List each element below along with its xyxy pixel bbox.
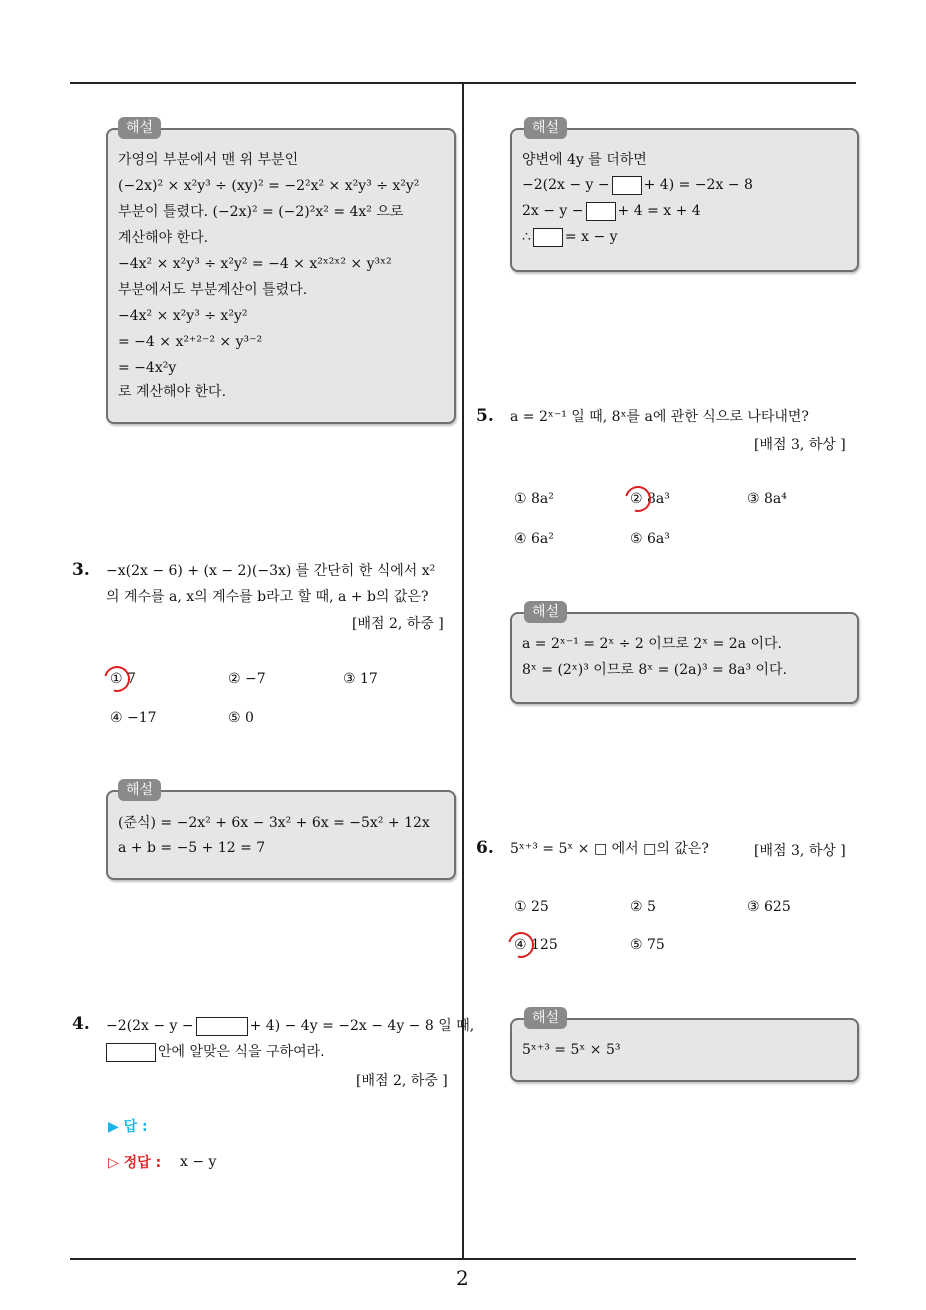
question-meta: [배점 3, 하상 ] (754, 843, 846, 859)
question-number: 3. (72, 560, 90, 580)
answer-mark-icon (503, 927, 539, 963)
explain-tag: 해설 (524, 1007, 567, 1029)
explain-box-q5 (510, 612, 859, 704)
choice-5[interactable]: ⑤ 75 (630, 937, 665, 953)
explain-box-top-left (106, 128, 456, 424)
explain-line: 양변에 4y 를 더하면 (522, 152, 647, 168)
blank-box (196, 1017, 248, 1036)
question-text (104, 1042, 325, 1062)
explain-line: 로 계산해야 한다. (118, 384, 227, 400)
explain-line: 8ˣ = (2ˣ)³ 이므로 8ˣ = (2a)³ = 8a³ 이다. (522, 662, 788, 678)
question-text: 의 계수를 a, x의 계수를 b라고 할 때, a + b의 값은? (106, 589, 429, 605)
choice-5[interactable]: ⑤ 0 (228, 710, 254, 726)
explain-line: (−2x)² × x²y³ ÷ (xy)² = −2²x² × x²y³ ÷ x²y² (118, 178, 420, 194)
choice-3[interactable]: ③ 625 (747, 899, 791, 915)
question-text-part: + 4) − 4y = −2x − 4y − 8 일 때, (249, 1018, 475, 1034)
choice-1[interactable]: ① 8a² (514, 491, 554, 507)
choice-4[interactable]: ④ −17 (110, 710, 157, 726)
explain-line: −4x² × x²y³ ÷ x²y² = −4 × x²ˣ²ˣ² × y³ˣ² (118, 256, 392, 272)
question-text-part: −2(2x − y − (106, 1018, 194, 1034)
question-text-part: 안에 알맞은 식을 구하여라. (158, 1044, 325, 1060)
question-text: a = 2ˣ⁻¹ 일 때, 8ˣ를 a에 관한 식으로 나타내면? (510, 409, 809, 425)
choice-4[interactable]: ④ 125 (514, 937, 558, 953)
bottom-rule (70, 1258, 856, 1260)
answer-mark-icon (99, 661, 135, 697)
choice-1[interactable]: ① 25 (514, 899, 549, 915)
explain-line (522, 227, 618, 247)
explain-part: 2x − y − (522, 203, 584, 219)
explain-part: + 4) = −2x − 8 (643, 177, 753, 193)
explain-box-q3 (106, 790, 456, 880)
correct-label: ▷ 정답 : (108, 1155, 162, 1171)
explain-line: −4x² × x²y³ ÷ x²y² (118, 308, 248, 324)
question-number: 6. (476, 838, 494, 858)
choice-3[interactable]: ③ 8a⁴ (747, 491, 787, 507)
explain-line: 부분이 틀렸다. (−2x)² = (−2)²x² = 4x² 으로 (118, 204, 404, 220)
choice-1[interactable]: ① 7 (110, 671, 136, 687)
explain-tag: 해설 (524, 117, 567, 139)
choice-2[interactable]: ② 5 (630, 899, 656, 915)
question-text (106, 1016, 474, 1036)
explain-part: = x − y (564, 229, 618, 245)
choice-2[interactable]: ② 8a³ (630, 491, 670, 507)
choice-5[interactable]: ⑤ 6a³ (630, 531, 670, 547)
explain-line: 가영의 부분에서 맨 위 부분인 (118, 152, 299, 168)
explain-tag: 해설 (524, 601, 567, 623)
explain-line (522, 175, 753, 195)
blank-box (612, 176, 642, 195)
question-number: 5. (476, 406, 494, 426)
explain-line: 계산해야 한다. (118, 230, 209, 246)
question-number: 4. (72, 1014, 90, 1034)
explain-line: 5ˣ⁺³ = 5ˣ × 5³ (522, 1042, 621, 1058)
blank-box (586, 202, 616, 221)
explain-line: 부분에서도 부분계산이 틀렸다. (118, 282, 308, 298)
explain-line: = −4 × x²⁺²⁻² × y³⁻² (118, 334, 263, 350)
explain-line (522, 201, 701, 221)
explain-tag: 해설 (118, 779, 161, 801)
column-divider (462, 84, 464, 1259)
choice-3[interactable]: ③ 17 (343, 671, 378, 687)
explain-part: + 4 = x + 4 (617, 203, 701, 219)
answer-label: ▶ 답 : (108, 1119, 148, 1135)
explain-part: −2(2x − y − (522, 177, 610, 193)
explain-line: a = 2ˣ⁻¹ = 2ˣ ÷ 2 이므로 2ˣ = 2a 이다. (522, 636, 782, 652)
question-meta: [배점 2, 하중 ] (356, 1073, 448, 1089)
choice-2[interactable]: ② −7 (228, 671, 266, 687)
explain-part: ∴ (522, 229, 531, 245)
explain-line: a + b = −5 + 12 = 7 (118, 840, 266, 856)
blank-box (106, 1043, 156, 1062)
correct-value: x − y (180, 1154, 217, 1170)
question-meta: [배점 3, 하상 ] (754, 437, 846, 453)
question-meta: [배점 2, 하중 ] (352, 616, 444, 632)
answer-mark-icon (620, 481, 656, 517)
explain-tag: 해설 (118, 117, 161, 139)
blank-box (533, 228, 563, 247)
explain-line: (준식) = −2x² + 6x − 3x² + 6x = −5x² + 12x (118, 815, 430, 831)
explain-line: = −4x²y (118, 360, 177, 376)
question-text: −x(2x − 6) + (x − 2)(−3x) 를 간단히 한 식에서 x² (106, 563, 436, 579)
page-number: 2 (456, 1266, 469, 1290)
choice-4[interactable]: ④ 6a² (514, 531, 554, 547)
question-text: 5ˣ⁺³ = 5ˣ × □ 에서 □의 값은? (510, 841, 709, 857)
